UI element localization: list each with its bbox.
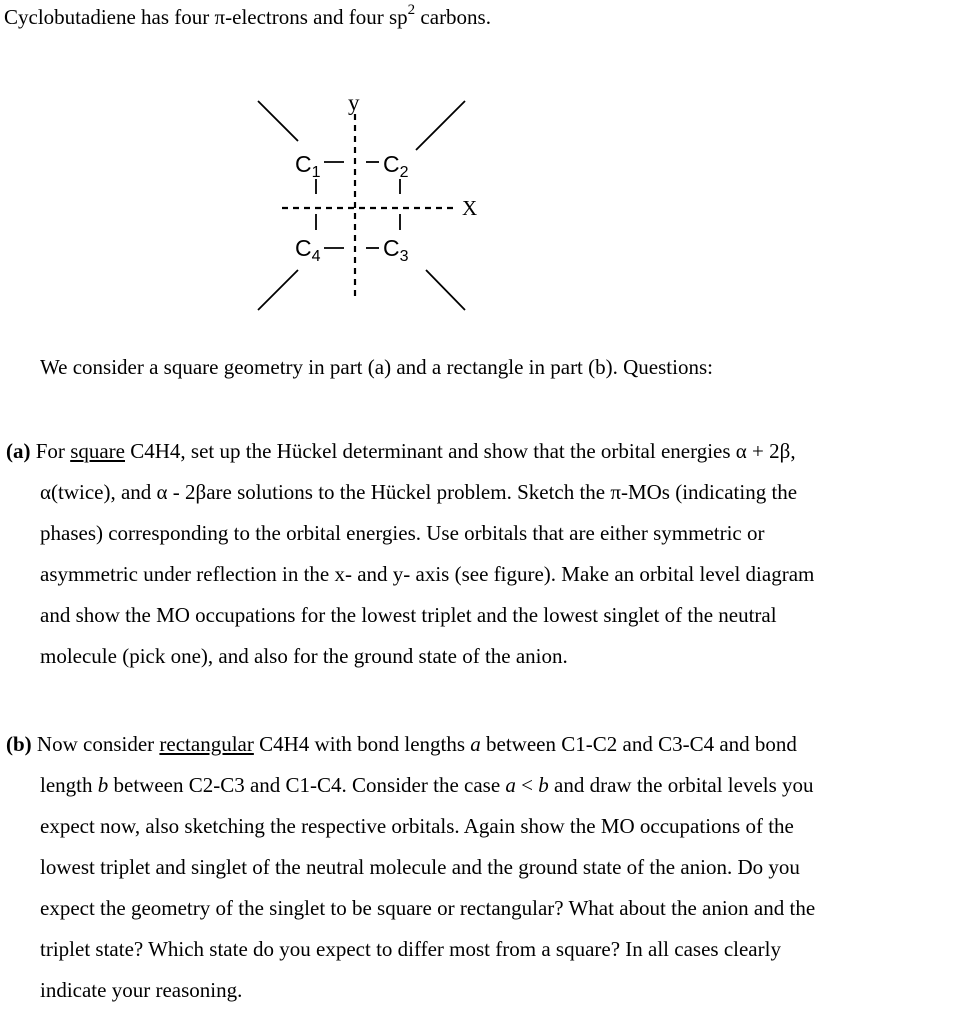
part-b-line-3: expect now, also sketching the respective orbitals. Again show the MO occupations of the [40, 814, 794, 838]
part-b-line-2 [6, 765, 926, 806]
part-a-underlined-square: square [70, 439, 125, 463]
part-b-less-than: < [515, 773, 539, 797]
intro-text-3: carbons. [415, 5, 491, 29]
part-b-l2-before: length [40, 773, 98, 797]
sp2-superscript: 2 [407, 2, 416, 18]
part-b-line-1 [6, 724, 926, 765]
bond-h-c4 [258, 270, 298, 310]
part-b-var-b-2: b [538, 773, 549, 797]
part-b-l2-after: and draw the orbital levels you [548, 773, 814, 797]
bond-h-c1 [258, 101, 298, 141]
part-a-question [6, 431, 926, 677]
cyclobutadiene-diagram [240, 86, 510, 316]
part-a-line-5: and show the MO occupations for the lowest triplet and the lowest singlet of the neutral [40, 603, 777, 627]
intro-sentence [4, 4, 491, 30]
part-b-line-7: indicate your reasoning. [40, 978, 243, 1002]
carbon-c3-label: $C_3$ [383, 235, 409, 265]
consider-sentence: We consider a square geometry in part (a) and a rectangle in part (b). Questions: [40, 355, 713, 379]
part-b-underlined-rectangular: rectangular [159, 732, 254, 756]
part-b-var-a: a [470, 732, 481, 756]
part-a-line-6: molecule (pick one), and also for the ground state of the anion. [40, 644, 568, 668]
part-a-line-3: phases) corresponding to the orbital energies. Use orbitals that are either symmetric or [40, 521, 765, 545]
part-b-var-b: b [97, 773, 109, 797]
part-a-label: (a) [6, 439, 31, 463]
part-b-line-5: expect the geometry of the singlet to be square or rectangular? What about the anion and the [40, 896, 816, 920]
part-b-question [6, 724, 926, 1011]
carbon-c4-label: $C_4$ [295, 235, 321, 265]
intro-text-1: Cyclobutadiene has four [4, 5, 215, 29]
part-a-line-4: asymmetric under reflection in the x- and y- axis (see figure). Make an orbital level diagram [40, 562, 815, 586]
part-a-l1-after: C4H4, set up the Hückel determinant and show that the orbital energies α + 2β, [125, 439, 796, 463]
pi-symbol: π [214, 5, 226, 29]
part-a-l1-before: For [30, 439, 71, 463]
y-axis-label: y [348, 90, 360, 115]
part-b-l1-before: Now consider [31, 732, 160, 756]
part-b-line-4: lowest triplet and singlet of the neutral molecule and the ground state of the anion. Do you [40, 855, 800, 879]
intro-text-2: -electrons and four sp [225, 5, 408, 29]
part-a-line-2: α(twice), and α - 2βare solutions to the Hückel problem. Sketch the π-MOs (indicating the [40, 480, 798, 504]
part-b-var-a-2: a [505, 773, 516, 797]
part-b-l1-after: between C1-C2 and C3-C4 and bond [480, 732, 797, 756]
part-b-l1-mid: C4H4 with bond lengths [253, 732, 471, 756]
part-b-label: (b) [6, 732, 32, 756]
bond-h-c2 [416, 101, 465, 150]
carbon-c2-label: $C_2$ [383, 151, 409, 181]
carbon-c1-label: $C_1$ [295, 151, 321, 181]
part-a-line-1 [6, 431, 926, 472]
part-b-l2-mid: between C2-C3 and C1-C4. Consider the case [108, 773, 506, 797]
x-axis-label: X [462, 196, 478, 220]
bond-h-c3 [426, 270, 465, 310]
part-b-line-6: triplet state? Which state do you expect to differ most from a square? In all cases clearly [40, 937, 781, 961]
